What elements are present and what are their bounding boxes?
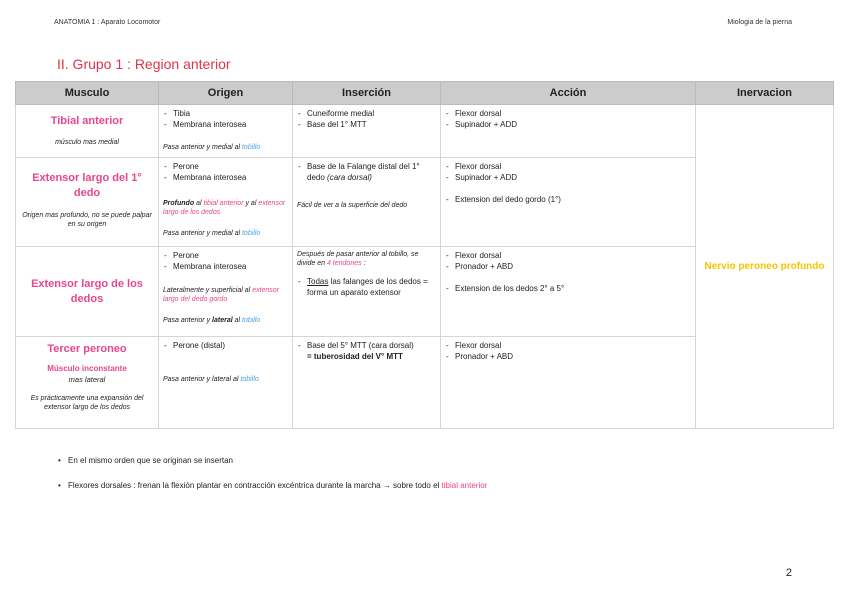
muscle-cell bbox=[16, 337, 159, 429]
header-insercion: Inserción bbox=[293, 82, 441, 105]
insercion-note: Fácil de ver a la superficie del dedo bbox=[297, 202, 408, 209]
accion-cell bbox=[441, 105, 696, 158]
muscle-position-note: mas lateral bbox=[68, 375, 106, 384]
origen-item: - Tibia bbox=[163, 108, 288, 119]
section-title: II. Grupo 1 : Region anterior bbox=[57, 56, 231, 72]
origen-note: Profundo al tibial anterior y al extensor largo de los dedos bbox=[163, 200, 286, 216]
insercion-item: - Cuneiforme medial bbox=[297, 108, 436, 119]
header-origen: Origen bbox=[159, 82, 293, 105]
page-number: 2 bbox=[785, 567, 792, 579]
insercion-item: - Base del 5° MTT (cara dorsal) bbox=[297, 340, 436, 351]
muscle-note: Origen mas profundo, no se puede palpar en su origen bbox=[22, 212, 152, 228]
origen-note: Pasa anterior y medial al tobillo bbox=[163, 230, 261, 237]
inervacion-cell: Nervio peroneo profundo bbox=[696, 105, 834, 429]
list-item: • En el mismo orden que se originan se insertan bbox=[58, 456, 487, 465]
accion-cell bbox=[441, 158, 696, 247]
origen-note: Pasa anterior y lateral al tobillo bbox=[163, 376, 259, 383]
origen-note: Pasa anterior y medial al tobillo bbox=[163, 144, 261, 151]
header-course-title: ANATOMIA 1 : Aparato Locomotor bbox=[54, 19, 161, 26]
origen-item: - Membrana interosea bbox=[163, 172, 288, 183]
origen-item: - Membrana interosea bbox=[163, 119, 288, 130]
header-topic: Miologia de la pierna bbox=[727, 19, 792, 26]
origen-cell bbox=[159, 158, 293, 247]
accion-item: - Pronador + ABD bbox=[445, 351, 691, 362]
origen-cell bbox=[159, 105, 293, 158]
insercion-note: Después de pasar anterior al tobillo, se divide en 4 tendones : bbox=[297, 251, 419, 267]
accion-item: - Extension del dedo gordo (1°) bbox=[445, 194, 691, 205]
accion-cell bbox=[441, 337, 696, 429]
insercion-extra: = tuberosidad del V° MTT bbox=[307, 352, 403, 361]
origen-item: - Perone bbox=[163, 250, 288, 261]
accion-item: - Flexor dorsal bbox=[445, 340, 691, 351]
origen-item: - Perone (distal) bbox=[163, 340, 288, 351]
list-item: • Flexores dorsales : frenan la flexión plantar en contracción excéntrica durante la marcha → sobre todo el tibial anterior bbox=[58, 481, 487, 490]
insercion-cell bbox=[293, 105, 441, 158]
insercion-item: - Base de la Falange distal del 1° dedo (cara dorsal) bbox=[297, 161, 436, 183]
muscle-cell bbox=[16, 247, 159, 337]
accion-item: - Flexor dorsal bbox=[445, 250, 691, 261]
muscle-cell bbox=[16, 158, 159, 247]
muscle-name: Tercer peroneo bbox=[47, 343, 127, 355]
accion-item: - Pronador + ABD bbox=[445, 261, 691, 272]
origen-item: - Membrana interosea bbox=[163, 261, 288, 272]
muscle-name: Extensor largo del 1° dedo bbox=[32, 172, 142, 199]
accion-item: - Supinador + ADD bbox=[445, 119, 691, 130]
table-row bbox=[16, 105, 834, 158]
insercion-cell bbox=[293, 158, 441, 247]
muscle-inconstant-note: Músculo inconstante bbox=[47, 364, 127, 373]
accion-cell bbox=[441, 247, 696, 337]
accion-item: - Supinador + ADD bbox=[445, 172, 691, 183]
muscle-note: Es prácticamente una expansión del extensor largo de los dedos bbox=[30, 395, 144, 411]
origen-cell bbox=[159, 337, 293, 429]
header-inervacion: Inervacion bbox=[696, 82, 834, 105]
header-musculo: Musculo bbox=[16, 82, 159, 105]
muscle-table bbox=[15, 81, 834, 429]
table-header-row bbox=[16, 82, 834, 105]
notes-list bbox=[58, 456, 487, 506]
accion-item: - Extension de los dedos 2° a 5° bbox=[445, 283, 691, 294]
accion-item: - Flexor dorsal bbox=[445, 161, 691, 172]
origen-item: - Perone bbox=[163, 161, 288, 172]
accion-item: - Flexor dorsal bbox=[445, 108, 691, 119]
insercion-item: - Base del 1° MTT bbox=[297, 119, 436, 130]
insercion-cell bbox=[293, 247, 441, 337]
muscle-cell bbox=[16, 105, 159, 158]
muscle-name: Extensor largo de los dedos bbox=[31, 277, 143, 305]
header-accion: Acción bbox=[441, 82, 696, 105]
muscle-note: músculo mas medial bbox=[55, 139, 119, 146]
origen-note: Lateralmente y superficial al extensor largo del dedo gordo bbox=[163, 287, 279, 303]
origen-note: Pasa anterior y lateral al tobillo bbox=[163, 317, 261, 324]
insercion-item: - Todas las falanges de los dedos = forma un aparato extensor bbox=[297, 276, 436, 298]
muscle-name: Tibial anterior bbox=[50, 115, 124, 127]
insercion-cell bbox=[293, 337, 441, 429]
origen-cell bbox=[159, 247, 293, 337]
